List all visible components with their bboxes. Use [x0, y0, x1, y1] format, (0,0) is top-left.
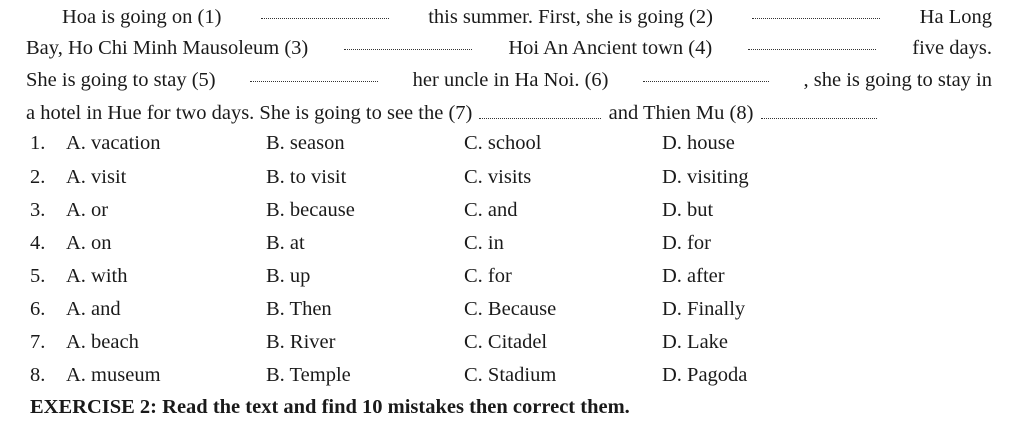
question-row	[30, 260, 990, 293]
option-a: A. with	[66, 265, 128, 287]
option-b: B. because	[266, 199, 355, 221]
question-number: 8.	[30, 364, 46, 386]
question-number: 1.	[30, 132, 46, 154]
option-c: C. visits	[464, 166, 532, 188]
question-row	[30, 227, 990, 260]
option-a: A. on	[66, 232, 112, 254]
option-a: A. museum	[66, 364, 161, 386]
option-b: B. up	[266, 265, 311, 287]
option-d: D. Pagoda	[662, 364, 748, 386]
question-number: 2.	[30, 166, 46, 188]
passage-line-3	[26, 63, 992, 97]
question-row	[30, 161, 990, 194]
blank-8	[761, 100, 877, 119]
option-a: A. or	[66, 199, 109, 221]
passage-text: Ha Long	[919, 6, 992, 28]
passage-line-1	[26, 0, 992, 34]
question-row	[30, 326, 990, 359]
option-d: D. Lake	[662, 331, 729, 353]
blank-7	[479, 100, 601, 119]
passage-text: Bay, Ho Chi Minh Mausoleum (3)	[26, 37, 309, 59]
option-b: B. season	[266, 132, 345, 154]
passage-text: a hotel in Hue for two days. She is going to see the (7)	[26, 102, 473, 124]
passage-text: this summer. First, she is going (2)	[428, 6, 713, 28]
option-c: C. in	[464, 232, 504, 254]
blank-3	[344, 31, 472, 50]
option-d: D. for	[662, 232, 711, 254]
option-a: A. and	[66, 298, 121, 320]
question-number: 7.	[30, 331, 46, 353]
passage-text: Hoi An Ancient town (4)	[508, 37, 713, 59]
option-c: C. Stadium	[464, 364, 557, 386]
question-number: 4.	[30, 232, 46, 254]
blank-5	[250, 63, 378, 82]
option-b: B. River	[266, 331, 336, 353]
question-number: 3.	[30, 199, 46, 221]
option-c: C. for	[464, 265, 512, 287]
passage-text: She is going to stay (5)	[26, 69, 216, 91]
question-row	[30, 359, 990, 392]
option-a: A. beach	[66, 331, 139, 353]
question-number: 5.	[30, 265, 46, 287]
option-d: D. Finally	[662, 298, 746, 320]
question-row	[30, 194, 990, 227]
passage-text: , she is going to stay in	[803, 69, 992, 91]
passage-line-4	[26, 96, 992, 130]
option-b: B. to visit	[266, 166, 347, 188]
question-row	[30, 293, 990, 326]
passage-line-2	[26, 31, 992, 65]
question-number: 6.	[30, 298, 46, 320]
option-d: D. but	[662, 199, 714, 221]
passage-text: and Thien Mu (8)	[608, 102, 754, 124]
option-c: C. Citadel	[464, 331, 548, 353]
option-d: D. visiting	[662, 166, 749, 188]
blank-2	[752, 0, 880, 19]
blank-1	[261, 0, 389, 19]
passage-text: Hoa is going on (1)	[62, 6, 222, 28]
passage-text: five days.	[912, 37, 992, 59]
option-b: B. Then	[266, 298, 332, 320]
option-c: C. school	[464, 132, 542, 154]
blank-4	[748, 31, 876, 50]
option-b: B. Temple	[266, 364, 351, 386]
option-c: C. and	[464, 199, 518, 221]
option-b: B. at	[266, 232, 305, 254]
blank-6	[643, 63, 769, 82]
passage-text: her uncle in Ha Noi. (6)	[412, 69, 609, 91]
option-a: A. vacation	[66, 132, 161, 154]
option-d: D. house	[662, 132, 735, 154]
question-row	[30, 127, 990, 160]
option-c: C. Because	[464, 298, 557, 320]
option-d: D. after	[662, 265, 725, 287]
option-a: A. visit	[66, 166, 127, 188]
exercise-heading: EXERCISE 2: Read the text and find 10 mistakes then correct them.	[30, 396, 630, 418]
